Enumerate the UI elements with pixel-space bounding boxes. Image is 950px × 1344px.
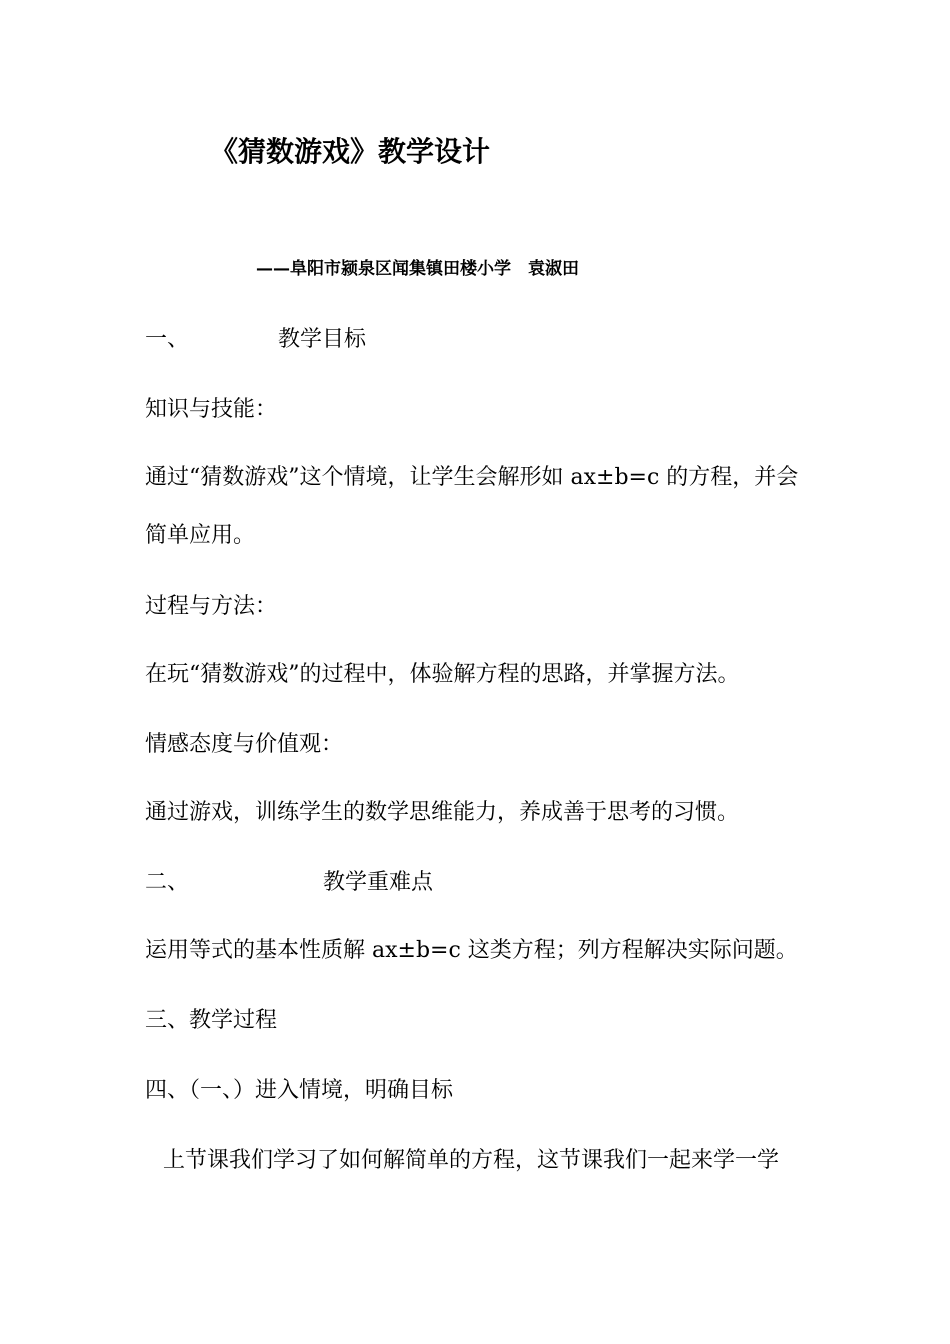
- section-2-heading: [145, 869, 433, 897]
- knowledge-text-line-2: 简单应用。: [145, 523, 256, 548]
- section-2-number: 二、: [145, 870, 190, 895]
- section-3-heading: 三、教学过程: [145, 1008, 278, 1033]
- section-1-heading: [145, 326, 366, 354]
- section-1-title: 教学目标: [278, 327, 367, 352]
- emotion-text: 通过游戏，训练学生的数学思维能力，养成善于思考的习惯。: [145, 800, 740, 825]
- process-heading: 过程与方法：: [145, 594, 278, 619]
- section-4-heading: 四、（一、）进入情境，明确目标: [145, 1078, 454, 1103]
- section-1-number: 一、: [145, 327, 190, 352]
- author-line: ——阜阳市颍泉区闻集镇田楼小学 袁淑田: [256, 259, 579, 279]
- keypoints-text: 运用等式的基本性质解 ax±b=c 这类方程；列方程解决实际问题。: [145, 938, 798, 963]
- process-text: 在玩“猜数游戏”的过程中，体验解方程的思路，并掌握方法。: [145, 662, 740, 687]
- knowledge-text-line-1: 通过“猜数游戏”这个情境，让学生会解形如 ax±b=c 的方程，并会: [145, 465, 799, 490]
- document-title: 《猜数游戏》教学设计: [210, 135, 491, 168]
- emotion-heading: 情感态度与价值观：: [145, 732, 344, 757]
- knowledge-heading: 知识与技能：: [145, 397, 278, 422]
- intro-text: 上节课我们学习了如何解简单的方程，这节课我们一起来学一学: [163, 1148, 780, 1173]
- section-2-title: 教学重难点: [323, 870, 434, 895]
